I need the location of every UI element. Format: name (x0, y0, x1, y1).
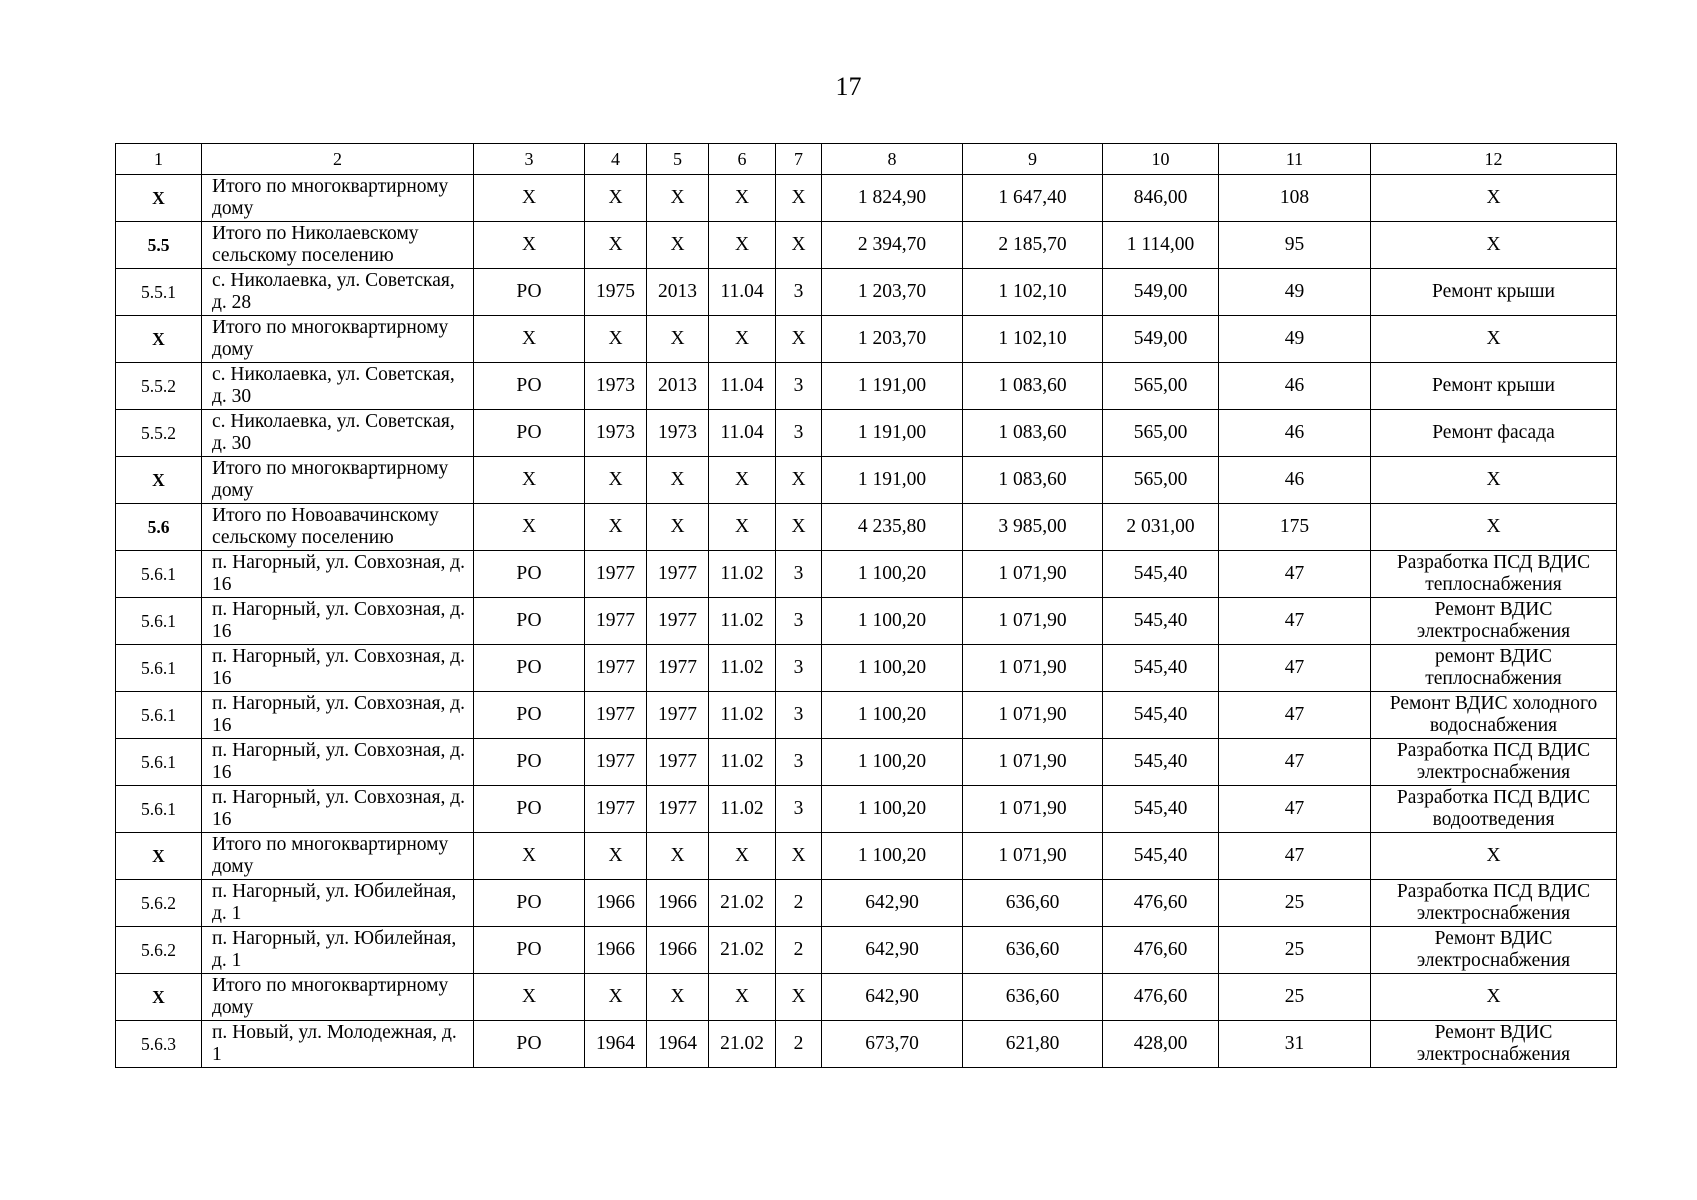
row-number-cell: 5.6.1 (116, 551, 202, 598)
repair-year-cell: 1966 (647, 927, 709, 974)
work-type-cell: Разработка ПСД ВДИС электроснабжения (1371, 739, 1617, 786)
repair-year-cell: 1964 (647, 1021, 709, 1068)
address-cell: Итого по Николаевскому сельскому поселению (202, 222, 474, 269)
header-cell: 4 (585, 144, 647, 175)
header-cell: 10 (1103, 144, 1219, 175)
row-number-cell: Х (116, 833, 202, 880)
living-area-cell: 636,60 (963, 880, 1103, 927)
code-cell: 21.02 (709, 880, 776, 927)
total-area-cell: 642,90 (822, 880, 963, 927)
header-cell: 11 (1219, 144, 1371, 175)
residents-cell: 46 (1219, 363, 1371, 410)
common-area-cell: 545,40 (1103, 739, 1219, 786)
address-cell: п. Новый, ул. Молодежная, д. 1 (202, 1021, 474, 1068)
work-type-cell: Разработка ПСД ВДИС теплоснабжения (1371, 551, 1617, 598)
living-area-cell: 621,80 (963, 1021, 1103, 1068)
ownership-cell: РО (474, 269, 585, 316)
header-cell: 9 (963, 144, 1103, 175)
address-cell: Итого по многоквартирному дому (202, 833, 474, 880)
ownership-cell: Х (474, 504, 585, 551)
residents-cell: 49 (1219, 316, 1371, 363)
built-year-cell: 1973 (585, 410, 647, 457)
table-row (116, 1021, 1617, 1068)
ownership-cell: РО (474, 880, 585, 927)
living-area-cell: 2 185,70 (963, 222, 1103, 269)
built-year-cell: 1966 (585, 880, 647, 927)
total-area-cell: 642,90 (822, 974, 963, 1021)
built-year-cell: 1977 (585, 645, 647, 692)
ownership-cell: РО (474, 410, 585, 457)
code-cell: Х (709, 504, 776, 551)
header-cell: 8 (822, 144, 963, 175)
ownership-cell: РО (474, 927, 585, 974)
work-type-cell: Х (1371, 833, 1617, 880)
ownership-cell: Х (474, 222, 585, 269)
floors-cell: 2 (776, 1021, 822, 1068)
common-area-cell: 565,00 (1103, 410, 1219, 457)
table-header-row (116, 144, 1617, 175)
floors-cell: Х (776, 833, 822, 880)
floors-cell: Х (776, 504, 822, 551)
work-type-cell: Разработка ПСД ВДИС электроснабжения (1371, 880, 1617, 927)
living-area-cell: 1 647,40 (963, 175, 1103, 222)
row-number-cell: 5.5.1 (116, 269, 202, 316)
residents-cell: 108 (1219, 175, 1371, 222)
residents-cell: 95 (1219, 222, 1371, 269)
built-year-cell: 1977 (585, 692, 647, 739)
floors-cell: 3 (776, 363, 822, 410)
code-cell: Х (709, 833, 776, 880)
residents-cell: 47 (1219, 598, 1371, 645)
ownership-cell: Х (474, 974, 585, 1021)
work-type-cell: Ремонт крыши (1371, 269, 1617, 316)
code-cell: 11.04 (709, 410, 776, 457)
address-cell: Итого по многоквартирному дому (202, 316, 474, 363)
row-number-cell: 5.6.2 (116, 927, 202, 974)
code-cell: Х (709, 175, 776, 222)
built-year-cell: 1964 (585, 1021, 647, 1068)
built-year-cell: Х (585, 504, 647, 551)
common-area-cell: 565,00 (1103, 457, 1219, 504)
built-year-cell: Х (585, 833, 647, 880)
ownership-cell: РО (474, 786, 585, 833)
row-number-cell: 5.6.1 (116, 645, 202, 692)
table-row (116, 880, 1617, 927)
residents-cell: 47 (1219, 786, 1371, 833)
address-cell: п. Нагорный, ул. Юбилейная, д. 1 (202, 927, 474, 974)
living-area-cell: 1 071,90 (963, 645, 1103, 692)
row-number-cell: 5.6.1 (116, 692, 202, 739)
table-row (116, 692, 1617, 739)
repair-year-cell: 1977 (647, 786, 709, 833)
code-cell: Х (709, 316, 776, 363)
common-area-cell: 549,00 (1103, 316, 1219, 363)
work-type-cell: ремонт ВДИС теплоснабжения (1371, 645, 1617, 692)
work-type-cell: Х (1371, 457, 1617, 504)
living-area-cell: 1 071,90 (963, 692, 1103, 739)
row-number-cell: Х (116, 316, 202, 363)
header-cell: 5 (647, 144, 709, 175)
header-cell: 6 (709, 144, 776, 175)
common-area-cell: 846,00 (1103, 175, 1219, 222)
built-year-cell: 1966 (585, 927, 647, 974)
code-cell: 11.02 (709, 645, 776, 692)
repair-year-cell: 1977 (647, 645, 709, 692)
total-area-cell: 1 191,00 (822, 363, 963, 410)
work-type-cell: Х (1371, 222, 1617, 269)
repair-year-cell: Х (647, 222, 709, 269)
row-number-cell: Х (116, 457, 202, 504)
floors-cell: 3 (776, 598, 822, 645)
total-area-cell: 4 235,80 (822, 504, 963, 551)
residents-cell: 47 (1219, 551, 1371, 598)
residents-cell: 47 (1219, 645, 1371, 692)
total-area-cell: 1 191,00 (822, 457, 963, 504)
common-area-cell: 476,60 (1103, 880, 1219, 927)
address-cell: п. Нагорный, ул. Совхозная, д. 16 (202, 692, 474, 739)
repair-year-cell: Х (647, 504, 709, 551)
address-cell: с. Николаевка, ул. Советская, д. 30 (202, 363, 474, 410)
floors-cell: Х (776, 974, 822, 1021)
work-type-cell: Разработка ПСД ВДИС водоотведения (1371, 786, 1617, 833)
table-row (116, 504, 1617, 551)
common-area-cell: 545,40 (1103, 692, 1219, 739)
work-type-cell: Х (1371, 175, 1617, 222)
row-number-cell: 5.6.2 (116, 880, 202, 927)
ownership-cell: РО (474, 551, 585, 598)
address-cell: Итого по Новоавачинскому сельскому поселению (202, 504, 474, 551)
living-area-cell: 1 071,90 (963, 551, 1103, 598)
total-area-cell: 642,90 (822, 927, 963, 974)
residents-cell: 25 (1219, 880, 1371, 927)
row-number-cell: 5.6.3 (116, 1021, 202, 1068)
code-cell: 11.02 (709, 551, 776, 598)
work-type-cell: Ремонт фасада (1371, 410, 1617, 457)
header-cell: 2 (202, 144, 474, 175)
table-row (116, 316, 1617, 363)
row-number-cell: 5.6.1 (116, 786, 202, 833)
table-row (116, 739, 1617, 786)
row-number-cell: 5.6 (116, 504, 202, 551)
table-row (116, 598, 1617, 645)
repair-registry-table (115, 143, 1617, 1068)
common-area-cell: 2 031,00 (1103, 504, 1219, 551)
total-area-cell: 1 100,20 (822, 833, 963, 880)
residents-cell: 25 (1219, 974, 1371, 1021)
total-area-cell: 2 394,70 (822, 222, 963, 269)
living-area-cell: 636,60 (963, 974, 1103, 1021)
total-area-cell: 1 100,20 (822, 786, 963, 833)
row-number-cell: 5.5 (116, 222, 202, 269)
ownership-cell: РО (474, 692, 585, 739)
living-area-cell: 1 071,90 (963, 833, 1103, 880)
address-cell: п. Нагорный, ул. Совхозная, д. 16 (202, 739, 474, 786)
work-type-cell: Ремонт ВДИС электроснабжения (1371, 1021, 1617, 1068)
total-area-cell: 1 100,20 (822, 551, 963, 598)
row-number-cell: Х (116, 974, 202, 1021)
code-cell: Х (709, 222, 776, 269)
table-row (116, 833, 1617, 880)
floors-cell: Х (776, 175, 822, 222)
header-cell: 3 (474, 144, 585, 175)
living-area-cell: 1 071,90 (963, 598, 1103, 645)
repair-year-cell: Х (647, 175, 709, 222)
built-year-cell: 1977 (585, 598, 647, 645)
living-area-cell: 1 071,90 (963, 739, 1103, 786)
living-area-cell: 636,60 (963, 927, 1103, 974)
table-row (116, 175, 1617, 222)
address-cell: Итого по многоквартирному дому (202, 175, 474, 222)
table-row (116, 927, 1617, 974)
built-year-cell: 1977 (585, 786, 647, 833)
living-area-cell: 1 102,10 (963, 316, 1103, 363)
ownership-cell: РО (474, 1021, 585, 1068)
living-area-cell: 1 102,10 (963, 269, 1103, 316)
work-type-cell: Х (1371, 974, 1617, 1021)
code-cell: 11.02 (709, 739, 776, 786)
code-cell: 21.02 (709, 927, 776, 974)
common-area-cell: 545,40 (1103, 598, 1219, 645)
code-cell: 21.02 (709, 1021, 776, 1068)
repair-year-cell: Х (647, 457, 709, 504)
common-area-cell: 565,00 (1103, 363, 1219, 410)
code-cell: Х (709, 457, 776, 504)
work-type-cell: Ремонт ВДИС электроснабжения (1371, 598, 1617, 645)
ownership-cell: РО (474, 645, 585, 692)
header-cell: 1 (116, 144, 202, 175)
built-year-cell: 1977 (585, 551, 647, 598)
common-area-cell: 1 114,00 (1103, 222, 1219, 269)
common-area-cell: 545,40 (1103, 833, 1219, 880)
ownership-cell: Х (474, 175, 585, 222)
page-number: 17 (835, 72, 862, 101)
repair-year-cell: 1977 (647, 598, 709, 645)
ownership-cell: Х (474, 833, 585, 880)
address-cell: п. Нагорный, ул. Совхозная, д. 16 (202, 551, 474, 598)
total-area-cell: 1 100,20 (822, 692, 963, 739)
table-row (116, 786, 1617, 833)
ownership-cell: РО (474, 739, 585, 786)
table-row (116, 551, 1617, 598)
code-cell: 11.04 (709, 269, 776, 316)
header-cell: 7 (776, 144, 822, 175)
residents-cell: 47 (1219, 692, 1371, 739)
residents-cell: 49 (1219, 269, 1371, 316)
built-year-cell: Х (585, 175, 647, 222)
total-area-cell: 1 203,70 (822, 269, 963, 316)
built-year-cell: 1977 (585, 739, 647, 786)
repair-year-cell: Х (647, 833, 709, 880)
floors-cell: Х (776, 457, 822, 504)
work-type-cell: Х (1371, 504, 1617, 551)
repair-year-cell: 1973 (647, 410, 709, 457)
address-cell: с. Николаевка, ул. Советская, д. 30 (202, 410, 474, 457)
repair-year-cell: Х (647, 974, 709, 1021)
common-area-cell: 545,40 (1103, 645, 1219, 692)
residents-cell: 47 (1219, 833, 1371, 880)
row-number-cell: 5.5.2 (116, 363, 202, 410)
built-year-cell: Х (585, 316, 647, 363)
table-row (116, 410, 1617, 457)
living-area-cell: 3 985,00 (963, 504, 1103, 551)
floors-cell: 3 (776, 269, 822, 316)
ownership-cell: РО (474, 598, 585, 645)
common-area-cell: 545,40 (1103, 551, 1219, 598)
address-cell: п. Нагорный, ул. Совхозная, д. 16 (202, 598, 474, 645)
floors-cell: 3 (776, 410, 822, 457)
residents-cell: 47 (1219, 739, 1371, 786)
total-area-cell: 1 203,70 (822, 316, 963, 363)
total-area-cell: 1 191,00 (822, 410, 963, 457)
built-year-cell: 1975 (585, 269, 647, 316)
total-area-cell: 1 100,20 (822, 739, 963, 786)
total-area-cell: 1 824,90 (822, 175, 963, 222)
row-number-cell: Х (116, 175, 202, 222)
address-cell: п. Нагорный, ул. Юбилейная, д. 1 (202, 880, 474, 927)
table-row (116, 363, 1617, 410)
repair-year-cell: 1977 (647, 692, 709, 739)
repair-year-cell: 2013 (647, 269, 709, 316)
built-year-cell: Х (585, 974, 647, 1021)
work-type-cell: Ремонт ВДИС электроснабжения (1371, 927, 1617, 974)
total-area-cell: 1 100,20 (822, 645, 963, 692)
residents-cell: 46 (1219, 410, 1371, 457)
work-type-cell: Х (1371, 316, 1617, 363)
table-row (116, 222, 1617, 269)
code-cell: Х (709, 974, 776, 1021)
ownership-cell: Х (474, 316, 585, 363)
ownership-cell: РО (474, 363, 585, 410)
header-cell: 12 (1371, 144, 1617, 175)
floors-cell: 3 (776, 739, 822, 786)
residents-cell: 25 (1219, 927, 1371, 974)
floors-cell: 2 (776, 927, 822, 974)
address-cell: п. Нагорный, ул. Совхозная, д. 16 (202, 786, 474, 833)
living-area-cell: 1 083,60 (963, 410, 1103, 457)
common-area-cell: 428,00 (1103, 1021, 1219, 1068)
residents-cell: 31 (1219, 1021, 1371, 1068)
code-cell: 11.02 (709, 786, 776, 833)
work-type-cell: Ремонт крыши (1371, 363, 1617, 410)
total-area-cell: 673,70 (822, 1021, 963, 1068)
code-cell: 11.02 (709, 692, 776, 739)
address-cell: п. Нагорный, ул. Совхозная, д. 16 (202, 645, 474, 692)
repair-year-cell: 1966 (647, 880, 709, 927)
row-number-cell: 5.5.2 (116, 410, 202, 457)
row-number-cell: 5.6.1 (116, 598, 202, 645)
table-row (116, 269, 1617, 316)
floors-cell: 3 (776, 786, 822, 833)
residents-cell: 46 (1219, 457, 1371, 504)
floors-cell: Х (776, 222, 822, 269)
floors-cell: 3 (776, 645, 822, 692)
floors-cell: 2 (776, 880, 822, 927)
table-row (116, 645, 1617, 692)
common-area-cell: 549,00 (1103, 269, 1219, 316)
built-year-cell: Х (585, 222, 647, 269)
table-row (116, 457, 1617, 504)
code-cell: 11.04 (709, 363, 776, 410)
built-year-cell: 1973 (585, 363, 647, 410)
total-area-cell: 1 100,20 (822, 598, 963, 645)
table-row (116, 974, 1617, 1021)
living-area-cell: 1 071,90 (963, 786, 1103, 833)
row-number-cell: 5.6.1 (116, 739, 202, 786)
built-year-cell: Х (585, 457, 647, 504)
floors-cell: Х (776, 316, 822, 363)
common-area-cell: 545,40 (1103, 786, 1219, 833)
common-area-cell: 476,60 (1103, 927, 1219, 974)
repair-year-cell: Х (647, 316, 709, 363)
ownership-cell: Х (474, 457, 585, 504)
code-cell: 11.02 (709, 598, 776, 645)
floors-cell: 3 (776, 692, 822, 739)
living-area-cell: 1 083,60 (963, 363, 1103, 410)
repair-year-cell: 2013 (647, 363, 709, 410)
address-cell: Итого по многоквартирному дому (202, 457, 474, 504)
common-area-cell: 476,60 (1103, 974, 1219, 1021)
residents-cell: 175 (1219, 504, 1371, 551)
address-cell: Итого по многоквартирному дому (202, 974, 474, 1021)
repair-year-cell: 1977 (647, 739, 709, 786)
living-area-cell: 1 083,60 (963, 457, 1103, 504)
address-cell: с. Николаевка, ул. Советская, д. 28 (202, 269, 474, 316)
floors-cell: 3 (776, 551, 822, 598)
repair-year-cell: 1977 (647, 551, 709, 598)
work-type-cell: Ремонт ВДИС холодного водоснабжения (1371, 692, 1617, 739)
